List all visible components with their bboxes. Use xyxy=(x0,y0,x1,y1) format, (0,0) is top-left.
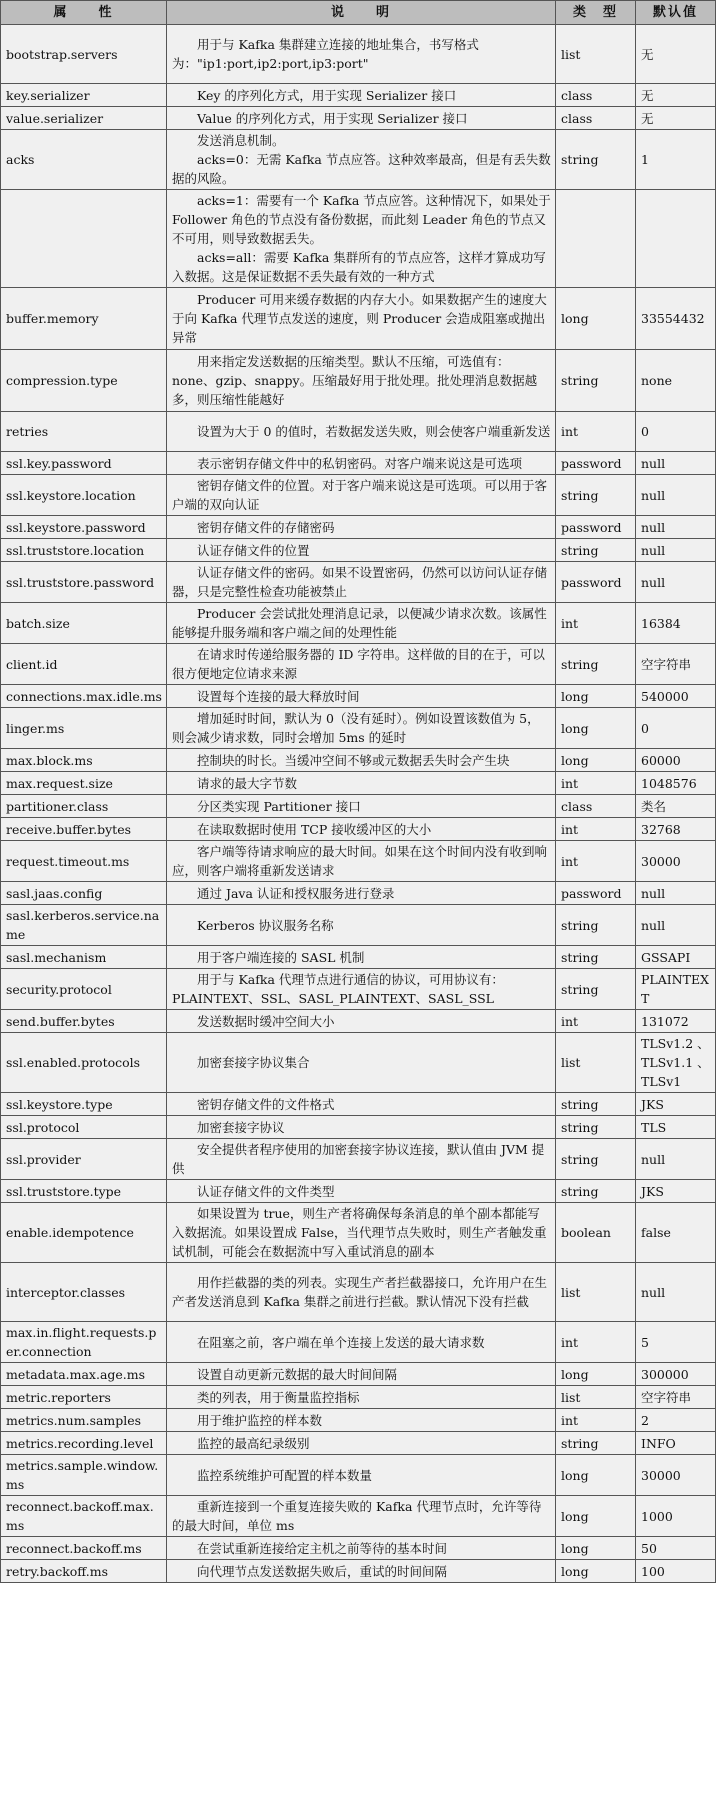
property-name: reconnect.backoff.max.ms xyxy=(1,1496,167,1537)
property-default: 1048576 xyxy=(636,772,716,795)
property-description xyxy=(167,1455,556,1496)
property-description xyxy=(167,1386,556,1409)
property-default: 0 xyxy=(636,708,716,749)
property-description xyxy=(167,1409,556,1432)
property-description xyxy=(167,1322,556,1363)
description-paragraph: 监控系统维护可配置的样本数量 xyxy=(197,1467,373,1483)
property-name: reconnect.backoff.ms xyxy=(1,1537,167,1560)
property-name: metrics.num.samples xyxy=(1,1409,167,1432)
property-name: sasl.jaas.config xyxy=(1,882,167,905)
property-type: string xyxy=(556,130,636,190)
table-row xyxy=(1,708,716,749)
property-name: metadata.max.age.ms xyxy=(1,1363,167,1386)
property-type: int xyxy=(556,818,636,841)
property-type: int xyxy=(556,1322,636,1363)
table-row xyxy=(1,905,716,946)
property-default: 5 xyxy=(636,1322,716,1363)
property-default: 540000 xyxy=(636,685,716,708)
table-row xyxy=(1,1263,716,1322)
property-description xyxy=(167,1560,556,1583)
description-paragraph: 用于与 Kafka 代理节点进行通信的协议，可用协议有：PLAINTEXT、SSL、SASL_PLAINTEXT、SASL_SSL xyxy=(172,972,504,1006)
property-description xyxy=(167,1010,556,1033)
property-description xyxy=(167,772,556,795)
property-description xyxy=(167,969,556,1010)
header-row xyxy=(1,1,716,25)
description-paragraph: Producer 可用来缓存数据的内存大小。如果数据产生的速度大于向 Kafka 代理节点发送的速度，则 Producer 会造成阻塞或抛出异常 xyxy=(172,292,547,345)
property-name: retries xyxy=(1,412,167,452)
description-paragraph: Key 的序列化方式，用于实现 Serializer 接口 xyxy=(197,87,457,103)
property-type: string xyxy=(556,1432,636,1455)
property-type: password xyxy=(556,882,636,905)
property-description xyxy=(167,644,556,685)
property-description xyxy=(167,1537,556,1560)
property-type: long xyxy=(556,1560,636,1583)
property-type: password xyxy=(556,516,636,539)
table-body xyxy=(1,25,716,1583)
property-default: 30000 xyxy=(636,841,716,882)
property-default: 2 xyxy=(636,1409,716,1432)
property-type: list xyxy=(556,1263,636,1322)
property-default: none xyxy=(636,350,716,412)
table-row xyxy=(1,603,716,644)
property-default: 300000 xyxy=(636,1363,716,1386)
table-row xyxy=(1,969,716,1010)
property-name: sasl.kerberos.service.name xyxy=(1,905,167,946)
table-row xyxy=(1,1537,716,1560)
property-default: null xyxy=(636,452,716,475)
table-row xyxy=(1,452,716,475)
table-row xyxy=(1,882,716,905)
description-paragraph: 在读取数据时使用 TCP 接收缓冲区的大小 xyxy=(197,821,432,837)
description-paragraph: 向代理节点发送数据失败后，重试的时间间隔 xyxy=(197,1563,448,1579)
property-name: batch.size xyxy=(1,603,167,644)
property-name: metrics.sample.window.ms xyxy=(1,1455,167,1496)
property-name: ssl.keystore.type xyxy=(1,1093,167,1116)
property-description xyxy=(167,1116,556,1139)
table-row xyxy=(1,562,716,603)
description-paragraph: 类的列表，用于衡量监控指标 xyxy=(197,1389,360,1405)
table-row xyxy=(1,818,716,841)
property-name: ssl.truststore.location xyxy=(1,539,167,562)
description-paragraph: 增加延时时间，默认为 0（没有延时）。例如设置该数值为 5，则会减少请求数，同时会增加 5ms 的延时 xyxy=(172,711,540,745)
table-row xyxy=(1,644,716,685)
description-paragraph: 在尝试重新连接给定主机之前等待的基本时间 xyxy=(197,1540,448,1556)
description-paragraph: Kerberos 协议服务名称 xyxy=(197,917,334,933)
property-description xyxy=(167,130,556,190)
table-row xyxy=(1,749,716,772)
property-default: null xyxy=(636,1263,716,1322)
property-type: string xyxy=(556,946,636,969)
property-type: class xyxy=(556,107,636,130)
description-paragraph: 用于客户端连接的 SASL 机制 xyxy=(197,949,365,965)
property-description xyxy=(167,452,556,475)
property-default: null xyxy=(636,905,716,946)
property-name: ssl.enabled.protocols xyxy=(1,1033,167,1093)
description-paragraph: 认证存储文件的位置 xyxy=(197,542,310,558)
description-paragraph: 设置自动更新元数据的最大时间间隔 xyxy=(197,1366,398,1382)
property-default: JKS xyxy=(636,1180,716,1203)
property-name: ssl.keystore.location xyxy=(1,475,167,516)
property-name: acks xyxy=(1,130,167,190)
table-row xyxy=(1,84,716,107)
description-paragraph: 加密套接字协议集合 xyxy=(197,1055,310,1070)
property-default: 50 xyxy=(636,1537,716,1560)
property-default: 131072 xyxy=(636,1010,716,1033)
property-default: 1000 xyxy=(636,1496,716,1537)
property-description xyxy=(167,1033,556,1093)
property-type: long xyxy=(556,1496,636,1537)
property-name: key.serializer xyxy=(1,84,167,107)
description-paragraph: 在阻塞之前，客户端在单个连接上发送的最大请求数 xyxy=(197,1334,485,1350)
description-paragraph: 发送消息机制。 xyxy=(197,133,285,148)
property-description xyxy=(167,350,556,412)
header-property: 属 性 xyxy=(1,1,167,25)
property-name: ssl.protocol xyxy=(1,1116,167,1139)
description-paragraph: 认证存储文件的密码。如果不设置密码，仍然可以访问认证存储器，只是完整性检查功能被禁止 xyxy=(172,565,548,599)
property-default: 100 xyxy=(636,1560,716,1583)
description-paragraph: 用来指定发送数据的压缩类型。默认不压缩，可选值有：none、gzip、snappy。压缩最好用于批处理。批处理消息数据越多，则压缩性能越好 xyxy=(172,354,538,407)
property-description xyxy=(167,603,556,644)
property-default: false xyxy=(636,1203,716,1263)
property-type: string xyxy=(556,539,636,562)
description-paragraph: 请求的最大字节数 xyxy=(197,775,298,791)
table-row xyxy=(1,772,716,795)
property-type: long xyxy=(556,1363,636,1386)
description-paragraph: 密钥存储文件的存储密码 xyxy=(197,519,335,535)
property-description xyxy=(167,818,556,841)
description-paragraph: 客户端等待请求响应的最大时间。如果在这个时间内没有收到响应，则客户端将重新发送请求 xyxy=(172,844,548,878)
property-name: send.buffer.bytes xyxy=(1,1010,167,1033)
property-description xyxy=(167,475,556,516)
property-type: list xyxy=(556,1386,636,1409)
property-type: list xyxy=(556,1033,636,1093)
property-default: 类名 xyxy=(636,795,716,818)
property-name: security.protocol xyxy=(1,969,167,1010)
header-type: 类 型 xyxy=(556,1,636,25)
description-paragraph: 分区类实现 Partitioner 接口 xyxy=(197,798,361,814)
property-default: null xyxy=(636,516,716,539)
property-type: boolean xyxy=(556,1203,636,1263)
property-name: max.block.ms xyxy=(1,749,167,772)
property-description xyxy=(167,412,556,452)
description-paragraph: 用于与 Kafka 集群建立连接的地址集合，书写格式为："ip1:port,ip2:port,ip3:port" xyxy=(172,37,479,71)
description-paragraph: 发送数据时缓冲空间大小 xyxy=(197,1013,335,1029)
property-description xyxy=(167,107,556,130)
table-row xyxy=(1,412,716,452)
property-description xyxy=(167,84,556,107)
property-default: null xyxy=(636,562,716,603)
description-paragraph: Producer 会尝试批处理消息记录，以便减少请求次数。该属性能够提升服务端和客户端之间的处理性能 xyxy=(172,606,547,640)
property-name: ssl.key.password xyxy=(1,452,167,475)
property-default: PLAINTEXT xyxy=(636,969,716,1010)
property-type: long xyxy=(556,288,636,350)
table-row xyxy=(1,539,716,562)
property-type: long xyxy=(556,685,636,708)
property-name: buffer.memory xyxy=(1,288,167,350)
property-type: int xyxy=(556,841,636,882)
property-default: null xyxy=(636,475,716,516)
table-row xyxy=(1,516,716,539)
property-default: 33554432 xyxy=(636,288,716,350)
table-row xyxy=(1,475,716,516)
property-name: sasl.mechanism xyxy=(1,946,167,969)
table-row xyxy=(1,350,716,412)
description-paragraph: 安全提供者程序使用的加密套接字协议连接，默认值由 JVM 提供 xyxy=(172,1142,545,1176)
property-name: value.serializer xyxy=(1,107,167,130)
description-paragraph: acks=0：无需 Kafka 节点应答。这种效率最高，但是有丢失数据的风险。 xyxy=(172,152,551,186)
description-paragraph: 密钥存储文件的文件格式 xyxy=(197,1096,335,1112)
property-type: string xyxy=(556,1180,636,1203)
table-row xyxy=(1,1033,716,1093)
property-type: string xyxy=(556,969,636,1010)
table-row xyxy=(1,1322,716,1363)
property-description xyxy=(167,1180,556,1203)
property-default: 无 xyxy=(636,84,716,107)
property-description xyxy=(167,1496,556,1537)
property-name: max.request.size xyxy=(1,772,167,795)
table-row xyxy=(1,130,716,190)
property-type: string xyxy=(556,1139,636,1180)
property-default: GSSAPI xyxy=(636,946,716,969)
property-type xyxy=(556,190,636,288)
description-paragraph: acks=all：需要 Kafka 集群所有的节点应答，这样才算成功写入数据。这是保证数据不丢失最有效的一种方式 xyxy=(172,250,546,284)
description-paragraph: 设置为大于 0 的值时，若数据发送失败，则会使客户端重新发送 xyxy=(197,424,551,439)
table-row xyxy=(1,1139,716,1180)
description-paragraph: 监控的最高纪录级别 xyxy=(197,1435,310,1451)
table-row xyxy=(1,1093,716,1116)
property-description xyxy=(167,905,556,946)
description-paragraph: 如果设置为 true，则生产者将确保每条消息的单个副本都能写入数据流。如果设置成 False，当代理节点失败时，则生产者触发重试机制，可能会在数据流中写入重试消息的副本 xyxy=(172,1206,547,1259)
property-default: 1 xyxy=(636,130,716,190)
property-type: long xyxy=(556,1537,636,1560)
table-row xyxy=(1,25,716,84)
table-row xyxy=(1,1203,716,1263)
property-name: client.id xyxy=(1,644,167,685)
property-description xyxy=(167,190,556,288)
description-paragraph: 用作拦截器的类的列表。实现生产者拦截器接口，允许用户在生产者发送消息到 Kafka 集群之前进行拦截。默认情况下没有拦截 xyxy=(172,1275,548,1309)
property-default: 空字符串 xyxy=(636,1386,716,1409)
property-description xyxy=(167,25,556,84)
table-row xyxy=(1,1496,716,1537)
property-type: string xyxy=(556,475,636,516)
property-default: JKS xyxy=(636,1093,716,1116)
property-type: int xyxy=(556,1010,636,1033)
property-name: request.timeout.ms xyxy=(1,841,167,882)
property-name: interceptor.classes xyxy=(1,1263,167,1322)
property-default: 0 xyxy=(636,412,716,452)
property-type: long xyxy=(556,749,636,772)
property-name: bootstrap.servers xyxy=(1,25,167,84)
property-type: long xyxy=(556,1455,636,1496)
property-name: linger.ms xyxy=(1,708,167,749)
property-default: TLS xyxy=(636,1116,716,1139)
property-type: int xyxy=(556,772,636,795)
property-default: TLSv1.2 、TLSv1.1 、TLSv1 xyxy=(636,1033,716,1093)
property-description xyxy=(167,1363,556,1386)
property-default xyxy=(636,190,716,288)
table-row xyxy=(1,107,716,130)
property-description xyxy=(167,562,556,603)
table-row xyxy=(1,1180,716,1203)
property-type: string xyxy=(556,1116,636,1139)
description-paragraph: 通过 Java 认证和授权服务进行登录 xyxy=(197,885,395,901)
property-default: null xyxy=(636,1139,716,1180)
property-default: 空字符串 xyxy=(636,644,716,685)
property-name: partitioner.class xyxy=(1,795,167,818)
description-paragraph: 密钥存储文件的位置。对于客户端来说这是可选项。可以用于客户端的双向认证 xyxy=(172,478,548,512)
property-type: int xyxy=(556,1409,636,1432)
property-type: string xyxy=(556,644,636,685)
property-description xyxy=(167,749,556,772)
description-paragraph: Value 的序列化方式，用于实现 Serializer 接口 xyxy=(197,110,468,126)
table-row xyxy=(1,946,716,969)
property-description xyxy=(167,708,556,749)
property-default: 30000 xyxy=(636,1455,716,1496)
property-type: class xyxy=(556,84,636,107)
property-type: list xyxy=(556,25,636,84)
property-name: max.in.flight.requests.per.connection xyxy=(1,1322,167,1363)
property-name: compression.type xyxy=(1,350,167,412)
header-default: 默认值 xyxy=(636,1,716,25)
table-row xyxy=(1,1010,716,1033)
property-name: metric.reporters xyxy=(1,1386,167,1409)
table-row xyxy=(1,1409,716,1432)
description-paragraph: 重新连接到一个重复连接失败的 Kafka 代理节点时，允许等待的最大时间，单位 ms xyxy=(172,1499,542,1533)
property-default: null xyxy=(636,539,716,562)
description-paragraph: 控制块的时长。当缓冲空间不够或元数据丢失时会产生块 xyxy=(197,752,510,768)
table-row xyxy=(1,1116,716,1139)
property-type: class xyxy=(556,795,636,818)
property-description xyxy=(167,946,556,969)
property-name: metrics.recording.level xyxy=(1,1432,167,1455)
description-paragraph: 在请求时传递给服务器的 ID 字符串。这样做的目的在于，可以很方便地定位请求来源 xyxy=(172,647,545,681)
table-row xyxy=(1,685,716,708)
description-paragraph: 用于维护监控的样本数 xyxy=(197,1412,323,1428)
property-type: password xyxy=(556,562,636,603)
property-name: enable.idempotence xyxy=(1,1203,167,1263)
property-description xyxy=(167,1203,556,1263)
property-name: receive.buffer.bytes xyxy=(1,818,167,841)
table-row xyxy=(1,1560,716,1583)
property-description xyxy=(167,1432,556,1455)
table-row xyxy=(1,1455,716,1496)
property-default: 32768 xyxy=(636,818,716,841)
property-type: string xyxy=(556,350,636,412)
header-description: 说 明 xyxy=(167,1,556,25)
property-description xyxy=(167,685,556,708)
property-name: ssl.truststore.type xyxy=(1,1180,167,1203)
property-default: 无 xyxy=(636,107,716,130)
property-description xyxy=(167,539,556,562)
property-name xyxy=(1,190,167,288)
property-description xyxy=(167,516,556,539)
property-type: password xyxy=(556,452,636,475)
property-name: retry.backoff.ms xyxy=(1,1560,167,1583)
property-default: null xyxy=(636,882,716,905)
property-name: ssl.keystore.password xyxy=(1,516,167,539)
table-row xyxy=(1,841,716,882)
property-description xyxy=(167,795,556,818)
property-description xyxy=(167,1139,556,1180)
property-default: 16384 xyxy=(636,603,716,644)
property-type: string xyxy=(556,1093,636,1116)
table-row xyxy=(1,795,716,818)
property-type: string xyxy=(556,905,636,946)
property-default: INFO xyxy=(636,1432,716,1455)
description-paragraph: 表示密钥存储文件中的私钥密码。对客户端来说这是可选项 xyxy=(197,455,523,471)
table-row xyxy=(1,288,716,350)
property-description xyxy=(167,841,556,882)
description-paragraph: acks=1：需要有一个 Kafka 节点应答。这种情况下，如果处于 Follower 角色的节点没有备份数据，而此刻 Leader 角色的节点又不可用，则导致数据丢失。 xyxy=(172,193,551,246)
table-row xyxy=(1,1432,716,1455)
table-row xyxy=(1,1363,716,1386)
property-description xyxy=(167,288,556,350)
property-type: long xyxy=(556,708,636,749)
property-name: ssl.truststore.password xyxy=(1,562,167,603)
property-description xyxy=(167,1263,556,1322)
description-paragraph: 加密套接字协议 xyxy=(197,1119,285,1135)
property-type: int xyxy=(556,603,636,644)
property-default: 60000 xyxy=(636,749,716,772)
property-name: ssl.provider xyxy=(1,1139,167,1180)
property-description xyxy=(167,882,556,905)
description-paragraph: 认证存储文件的文件类型 xyxy=(197,1183,335,1199)
property-description xyxy=(167,1093,556,1116)
property-name: connections.max.idle.ms xyxy=(1,685,167,708)
description-paragraph: 设置每个连接的最大释放时间 xyxy=(197,688,360,704)
property-type: int xyxy=(556,412,636,452)
table-row xyxy=(1,190,716,288)
table-row xyxy=(1,1386,716,1409)
property-default: 无 xyxy=(636,25,716,84)
